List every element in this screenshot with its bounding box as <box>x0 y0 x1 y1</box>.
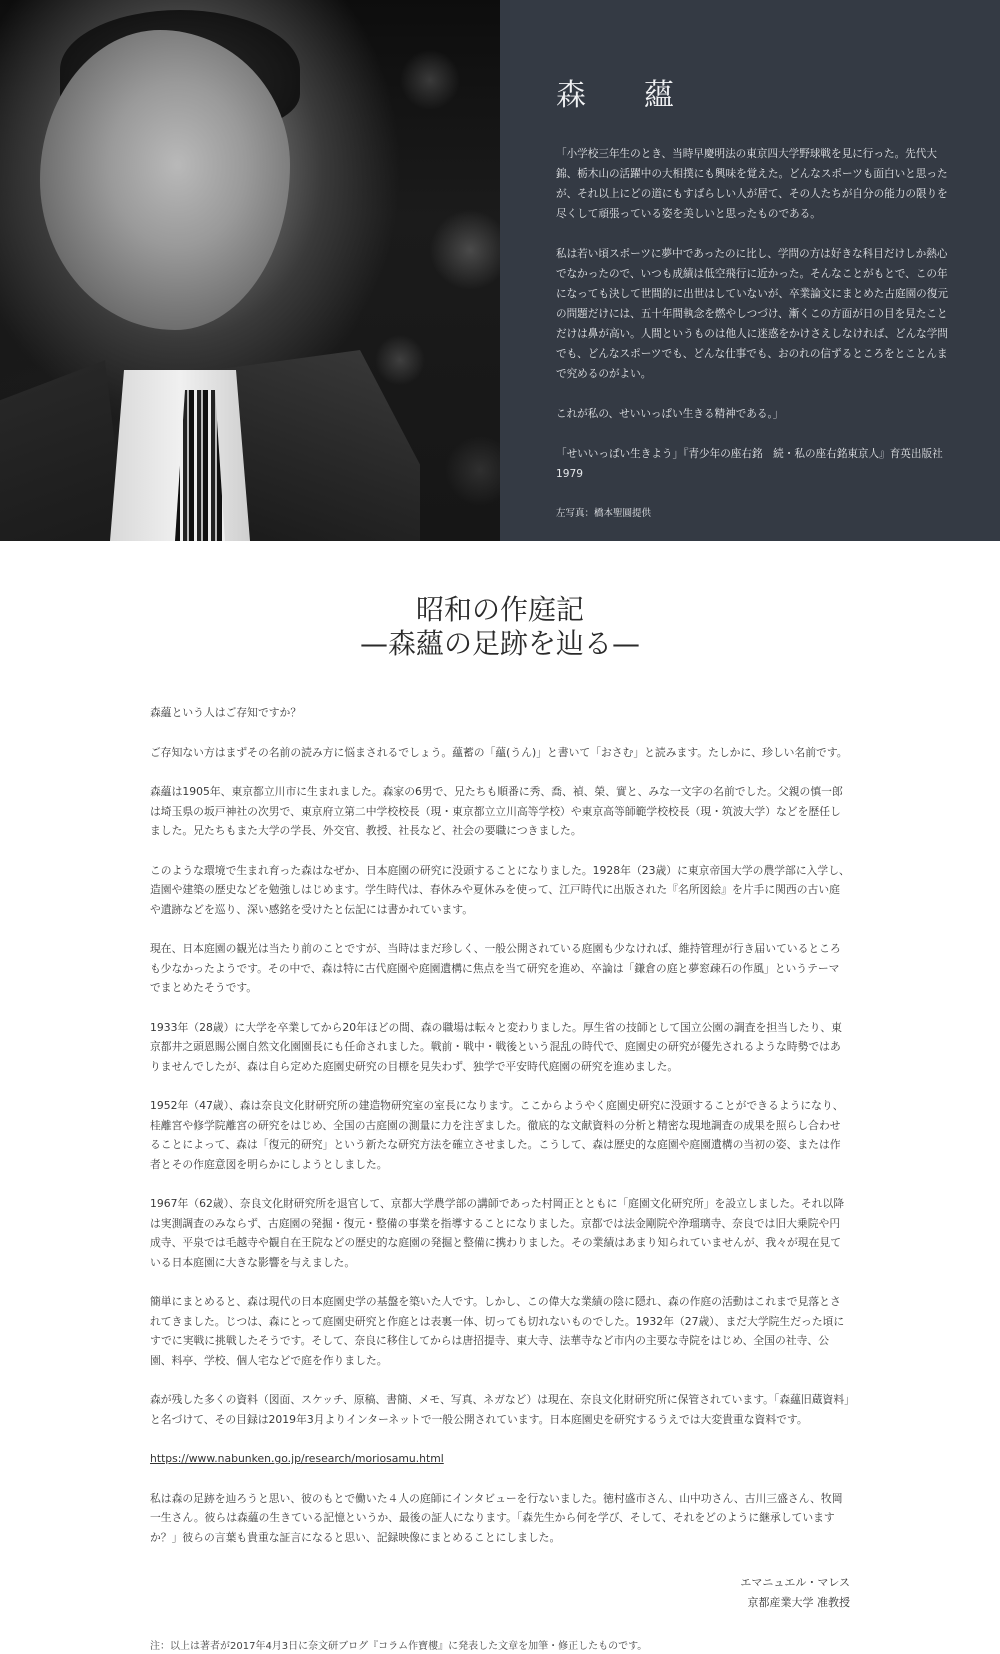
portrait-photo <box>0 0 500 541</box>
article-paragraph: 1967年（62歳）、奈良文化財研究所を退官して、京都大学農学部の講師であった村岡正とともに「庭園文化研究所」を設立しました。それ以降は実測調査のみならず、古庭園の発掘・復元・整備の事業を指導することになりました。京都では法金剛院や浄瑠璃寺、奈良では旧大乗院や円成寺、平泉では毛越寺や観自在王院などの歴史的な庭園の発掘と整備に携わりました。その業績はあまり知られていませんが、我々が現在見ている日本庭園に大きな影響を与えました。 <box>150 1197 845 1269</box>
article-title-line-1: 昭和の作庭記 <box>415 593 584 626</box>
author-name: エマニュエル・マレス <box>740 1576 850 1589</box>
article-title <box>150 593 850 661</box>
bio-panel <box>500 0 1000 541</box>
footnote: 注：以上は著者が2017年4月3日に奈文研ブログ『コラム作寶樓』に発表した文章を加筆・修正したものです。 <box>150 1641 648 1652</box>
photo-credit: 左写真：橋本聖圓提供 <box>556 508 652 519</box>
author-title: 京都産業大学 准教授 <box>747 1596 850 1609</box>
author-signature <box>150 1573 850 1613</box>
archive-link[interactable]: https://www.nabunken.go.jp/research/moriosamu.html <box>150 1452 444 1465</box>
article-paragraph: 簡単にまとめると、森は現代の日本庭園史学の基盤を築いた人です。しかし、この偉大な業績の陰に隠れ、森の作庭の活動はこれまで見落とされてきました。じつは、森にとって庭園史研究と作庭とは表裏一体、切っても切れないものでした。1932年（27歳）、まだ大学院生だった頃にすでに実戦に挑戦したそうです。そして、奈良に移住してからは唐招提寺、東大寺、法華寺など市内の主要な寺院をはじめ、全国の社寺、公園、料亭、学校、個人宅などで庭を作りました。 <box>150 1295 845 1367</box>
quote-source: 「せいいっぱい生きよう」『青少年の座右銘 続・私の座右銘東京人』育英出版社 1979 <box>556 448 943 480</box>
photo-face <box>40 30 290 330</box>
article <box>150 541 850 1652</box>
article-paragraph: 森が残した多くの資料（図面、スケッチ、原稿、書簡、メモ、写真、ネガなど）は現在、奈良文化財研究所に保管されています。「森蘊旧蔵資料」と名づけて、その目録は2019年3月よりインターネットで一般公開されています。日本庭園史を研究するうえでは大変貴重な資料です。 <box>150 1393 850 1426</box>
quote-paragraph-2: 私は若い頃スポーツに夢中であったのに比し、学問の方は好きな科目だけしか熱心でなかったので、いつも成績は低空飛行に近かった。そんなことがもとで、この年になっても決して世間的に出世はしていないが、卒業論文にまとめた古庭園の復元の問題だけには、五十年間執念を燃やしつづけ、漸くこの方面が日の目を見たことだけは鼻が高い。人間というものは他人に迷惑をかけさえしなければ、どんな学問でも、どんなスポーツでも、どんな仕事でも、おのれの信ずるところをとことんまで究めるのがよい。 <box>556 248 948 380</box>
quote-paragraph-3: これが私の、せいいっぱい生きる精神である。」 <box>556 408 784 420</box>
article-paragraph: ご存知ない方はまずその名前の読み方に悩まされるでしょう。蘊蓄の「蘊(うん)」と書いて「おさむ」と読みます。たしかに、珍しい名前です。 <box>150 745 848 759</box>
article-title-line-2: —森蘊の足跡を辿る— <box>359 627 640 660</box>
quote-paragraph-1: 「小学校三年生のとき、当時早慶明法の東京四大学野球戦を見に行った。先代大錦、栃木山の活躍中の大相撲にも興味を覚えた。どんなスポーツも面白いと思ったが、それ以上にどの道にもすばらしい人が居て、その人たちが自分の能力の限りを尽くして頑張っている姿を美しいと思ったものである。 <box>556 148 948 220</box>
article-paragraph: 森蘊は1905年、東京都立川市に生まれました。森家の6男で、兄たちも順番に秀、喬、禎、榮、實と、みな一文字の名前でした。父親の慎一郎は埼玉県の坂戸神社の次男で、東京府立第二中学校校長（現・東京都立立川高等学校）や東京高等師範学校校長（現・筑波大学）などを歴任しました。兄たちもまた大学の学長、外交官、教授、社長など、社会の要職につきました。 <box>150 785 843 837</box>
article-paragraph: 1933年（28歳）に大学を卒業してから20年ほどの間、森の職場は転々と変わりました。厚生省の技師として国立公園の調査を担当したり、東京都井之頭恩賜公園自然文化園園長にも任命されました。戦前・戦中・戦後という混乱の時代で、庭園史の研究が優先されるような時勢ではありませんでしたが、森は自ら定めた庭園史研究の目標を見失わず、独学で平安時代庭園の研究を進めました。 <box>150 1020 842 1073</box>
article-paragraph: 私は森の足跡を辿ろうと思い、彼のもとで働いた４人の庭師にインタビューを行ないました。徳村盛市さん、山中功さん、古川三盛さん、牧岡一生さん。彼らは森蘊の生きている記憶というか、最後の証人になります。「森先生から何を学び、そして、それをどのように継承していますか？」彼らの言葉も貴重な証言になると思い、記録映像にまとめることにしました。 <box>150 1491 843 1544</box>
article-paragraph: 現在、日本庭園の観光は当たり前のことですが、当時はまだ珍しく、一般公開されている庭園も少なければ、維持管理が行き届いているところも少なかったようです。その中で、森は特に古代庭園や庭園遺構に焦点を当て研究を進め、卒論は「鎌倉の庭と夢窓疎石の作風」というテーマでまとめたそうです。 <box>150 942 841 994</box>
article-paragraph: 1952年（47歳）、森は奈良文化財研究所の建造物研究室の室長になります。ここからようやく庭園史研究に没頭することができるようになり、桂離宮や修学院離宮の研究をはじめ、全国の古庭園の測量に力を注ぎました。徹底的な文献資料の分析と精密な現地調査の成果を照らし合わせることによって、森は「復元的研究」という新たな研究方法を確立させました。こうして、森は歴史的な庭園や庭園遺構の当初の姿、または作者とその作庭意図を明らかにしようとしました。 <box>150 1099 844 1171</box>
article-link-paragraph <box>150 1449 850 1469</box>
article-paragraph: このような環境で生まれ育った森はなぜか、日本庭園の研究に没頭することになりました。1928年（23歳）に東京帝国大学の農学部に入学し、造園や建築の歴史などを勉強しはじめます。学生時代は、春休みや夏休みを使って、江戸時代に出版された『名所図絵』を片手に関西の古い庭や遺跡などを巡り、深い感銘を受けたと伝記には書かれています。 <box>150 863 850 916</box>
hero-section <box>0 0 1000 541</box>
person-name: 森 蘊 <box>556 78 688 113</box>
article-paragraph: 森蘊という人はご存知ですか？ <box>150 706 302 719</box>
